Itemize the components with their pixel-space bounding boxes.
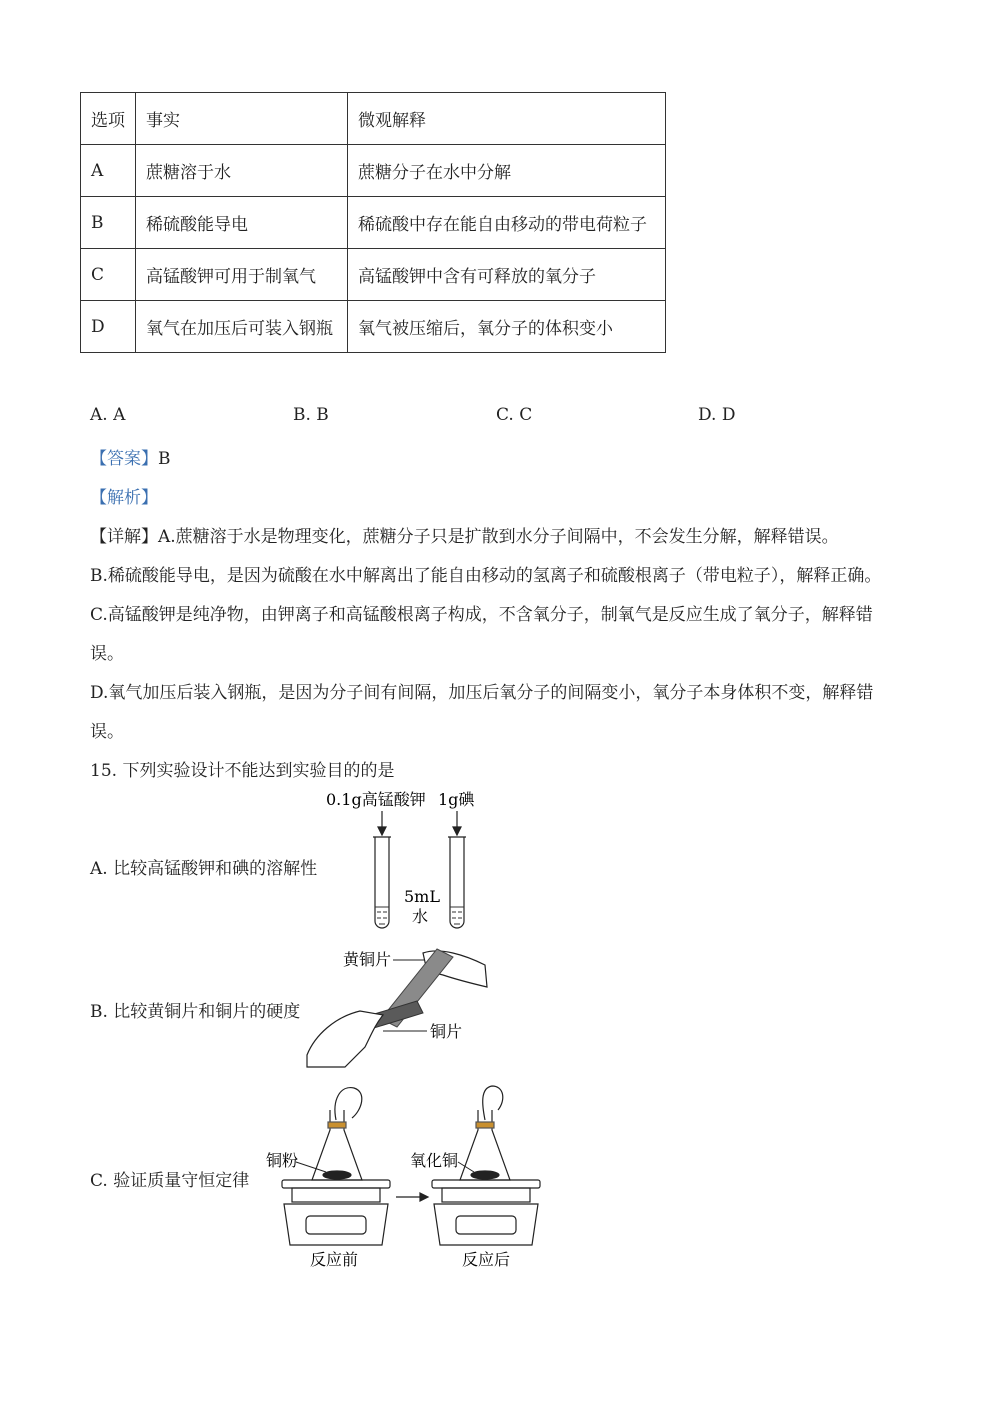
brass-label: 黄铜片 xyxy=(343,950,392,969)
detail-line-4: 误。 xyxy=(90,644,124,664)
table-cell: 高锰酸钾中含有可释放的氧分子 xyxy=(348,249,666,301)
detail-line-1 xyxy=(90,522,839,547)
detail-tag: 【详解】 xyxy=(90,527,158,547)
flask-icon xyxy=(312,1088,362,1180)
kmno4-label: 0.1g高锰酸钾 xyxy=(326,790,426,809)
table-cell: C xyxy=(81,249,136,301)
analysis-tag xyxy=(90,483,158,508)
flask-icon xyxy=(460,1086,510,1180)
test-tube-icon xyxy=(448,837,466,928)
detail-line-3: C.高锰酸钾是纯净物，由钾离子和高锰酸根离子构成，不含氧分子，制氧气是反应生成了氧分子，解释错 xyxy=(90,605,873,625)
water-volume-label: 5mL xyxy=(404,887,440,906)
table-cell: 稀硫酸中存在能自由移动的带电荷粒子 xyxy=(348,197,666,249)
table-header-cell: 选项 xyxy=(81,93,136,145)
table-cell: 稀硫酸能导电 xyxy=(136,197,348,249)
table-cell: 蔗糖分子在水中分解 xyxy=(348,145,666,197)
table-row xyxy=(81,197,666,249)
table-cell: B xyxy=(81,197,136,249)
before-label: 反应前 xyxy=(310,1250,359,1269)
water-level-icon xyxy=(450,907,464,924)
answer-line xyxy=(90,444,171,469)
option-b: B. B xyxy=(293,405,329,425)
table-cell: 高锰酸钾可用于制氧气 xyxy=(136,249,348,301)
question-15-stem: 15. 下列实验设计不能达到实验目的的是 xyxy=(90,761,395,781)
arrow-icon xyxy=(396,1193,428,1201)
table-cell: 氧气被压缩后，氧分子的体积变小 xyxy=(348,301,666,353)
iodine-label: 1g碘 xyxy=(438,790,475,809)
option-d: D. D xyxy=(698,405,736,425)
after-label: 反应后 xyxy=(462,1250,511,1269)
option-c: C. C xyxy=(496,405,533,425)
balance-figure xyxy=(262,1080,552,1275)
answer-tag: 【答案】 xyxy=(90,449,158,469)
leader-line xyxy=(296,1162,326,1172)
table-cell: 蔗糖溶于水 xyxy=(136,145,348,197)
comparison-table xyxy=(80,92,666,353)
option-a: A. A xyxy=(90,405,126,425)
detail-line-2: B.稀硫酸能导电，是因为硫酸在水中解离出了能自由移动的氢离子和硫酸根离子（带电粒子），解释正确。 xyxy=(90,566,882,586)
table-row xyxy=(81,249,666,301)
detail-text: A.蔗糖溶于水是物理变化，蔗糖分子只是扩散到水分子间隔中，不会发生分解，解释错误。 xyxy=(158,527,839,547)
table-row xyxy=(81,145,666,197)
copper-powder-label: 铜粉 xyxy=(266,1151,299,1170)
table-row xyxy=(81,301,666,353)
hand-icon xyxy=(307,1011,383,1067)
table-cell: 氧气在加压后可装入钢瓶 xyxy=(136,301,348,353)
q15-option-b-label: B. 比较黄铜片和铜片的硬度 xyxy=(90,1002,301,1022)
water-label: 水 xyxy=(412,907,429,926)
q15-option-c-label: C. 验证质量守恒定律 xyxy=(90,1171,250,1191)
q15-option-a-label: A. 比较高锰酸钾和碘的溶解性 xyxy=(90,859,318,879)
detail-line-6: 误。 xyxy=(90,722,124,742)
arrow-icon xyxy=(378,811,461,835)
test-tube-icon xyxy=(373,837,391,928)
scale-icon xyxy=(432,1180,540,1245)
copper-label: 铜片 xyxy=(430,1022,463,1041)
test-tubes-figure xyxy=(320,785,490,935)
copper-oxide-label: 氧化铜 xyxy=(410,1151,459,1170)
table-header-cell: 事实 xyxy=(136,93,348,145)
table-cell: A xyxy=(81,145,136,197)
water-level-icon xyxy=(375,907,389,924)
analysis-tag-text: 【解析】 xyxy=(90,488,158,508)
detail-line-5: D.氧气加压后装入钢瓶，是因为分子间有间隔，加压后氧分子的间隔变小，氧分子本身体积不变，解释错 xyxy=(90,683,874,703)
table-cell: D xyxy=(81,301,136,353)
table-header-cell: 微观解释 xyxy=(348,93,666,145)
hardness-figure xyxy=(305,935,495,1070)
table-header-row xyxy=(81,93,666,145)
answer-value: B xyxy=(158,449,171,469)
scale-icon xyxy=(282,1180,390,1245)
